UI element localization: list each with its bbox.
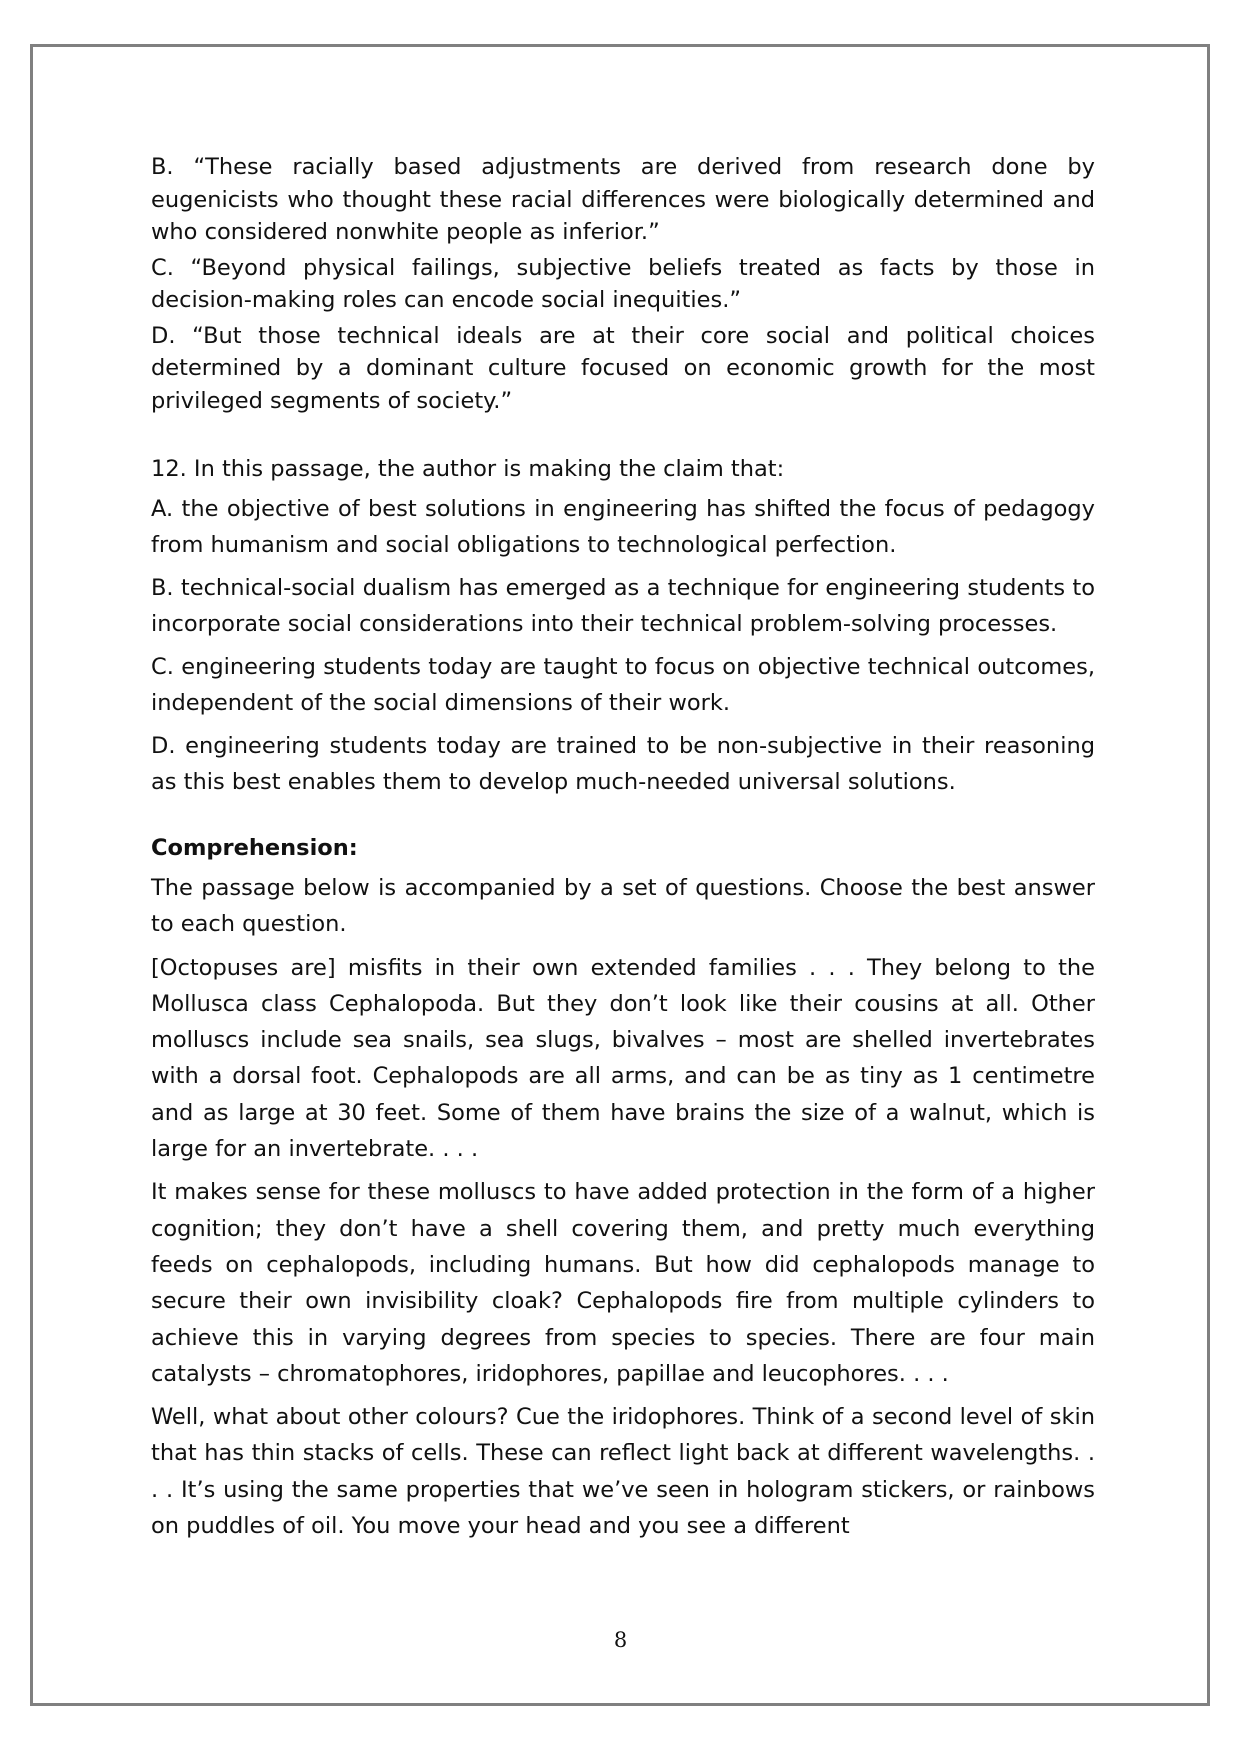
prev-option-d: D. “But those technical ideals are at their core social and political choices determined by a dominant culture focused on economic growth for the most privileged segments of society.” bbox=[151, 322, 1095, 414]
comprehension-heading: Comprehension: bbox=[151, 835, 358, 861]
prev-option-b: B. “These racially based adjustments are derived from research done by eugenicists who thought these racial differences were biologically determined and who considered nonwhite people as inferior.” bbox=[151, 154, 1095, 245]
page-number: 8 bbox=[613, 1628, 628, 1652]
prev-option-c: C. “Beyond physical failings, subjective beliefs treated as facts by those in decision-making roles can encode social inequities.” bbox=[151, 254, 1095, 313]
page-content bbox=[151, 151, 1095, 1551]
passage-paragraph-2: It makes sense for these molluscs to have added protection in the form of a higher cognition; they don’t have a shell covering them, and pretty much everything feeds on cephalopods, including humans. But how did cephalopods manage to secure their own invisibility cloak? Cephalopods fire from multiple cylinders to achieve this in varying degrees from species to species. There are four main catalysts – chromatophores, iridophores, papillae and leucophores. . . . bbox=[151, 1179, 1095, 1387]
question-12-option-c: C. engineering students today are taught to focus on objective technical outcomes, independent of the social dimensions of their work. bbox=[151, 654, 1095, 716]
question-12-option-b: B. technical-social dualism has emerged as a technique for engineering students to incorporate social considerations into their technical problem-solving processes. bbox=[151, 575, 1095, 637]
question-12-option-a: A. the objective of best solutions in engineering has shifted the focus of pedagogy from humanism and social obligations to technological perfection. bbox=[151, 496, 1095, 558]
question-12-option-d: D. engineering students today are trained to be non-subjective in their reasoning as this best enables them to develop much-needed universal solutions. bbox=[151, 733, 1095, 795]
question-12-stem: 12. In this passage, the author is making the claim that: bbox=[151, 456, 785, 482]
comprehension-instructions: The passage below is accompanied by a set of questions. Choose the best answer to each question. bbox=[151, 875, 1095, 938]
passage-paragraph-1: [Octopuses are] misfits in their own extended families . . . They belong to the Mollusca class Cephalopoda. But they don’t look like their cousins at all. Other molluscs include sea snails, sea slugs, bivalves – most are shelled invertebrates with a dorsal foot. Cephalopods are all arms, and can be as tiny as 1 centimetre and as large at 30 feet. Some of them have brains the size of a walnut, which is large for an invertebrate. . . . bbox=[151, 954, 1095, 1163]
passage-paragraph-3: Well, what about other colours? Cue the iridophores. Think of a second level of skin that has thin stacks of cells. These can reflect light back at different wavelengths. . . . It’s using the same properties that we’ve seen in hologram stickers, or rainbows on puddles of oil. You move your head and you see a different bbox=[151, 1404, 1095, 1540]
